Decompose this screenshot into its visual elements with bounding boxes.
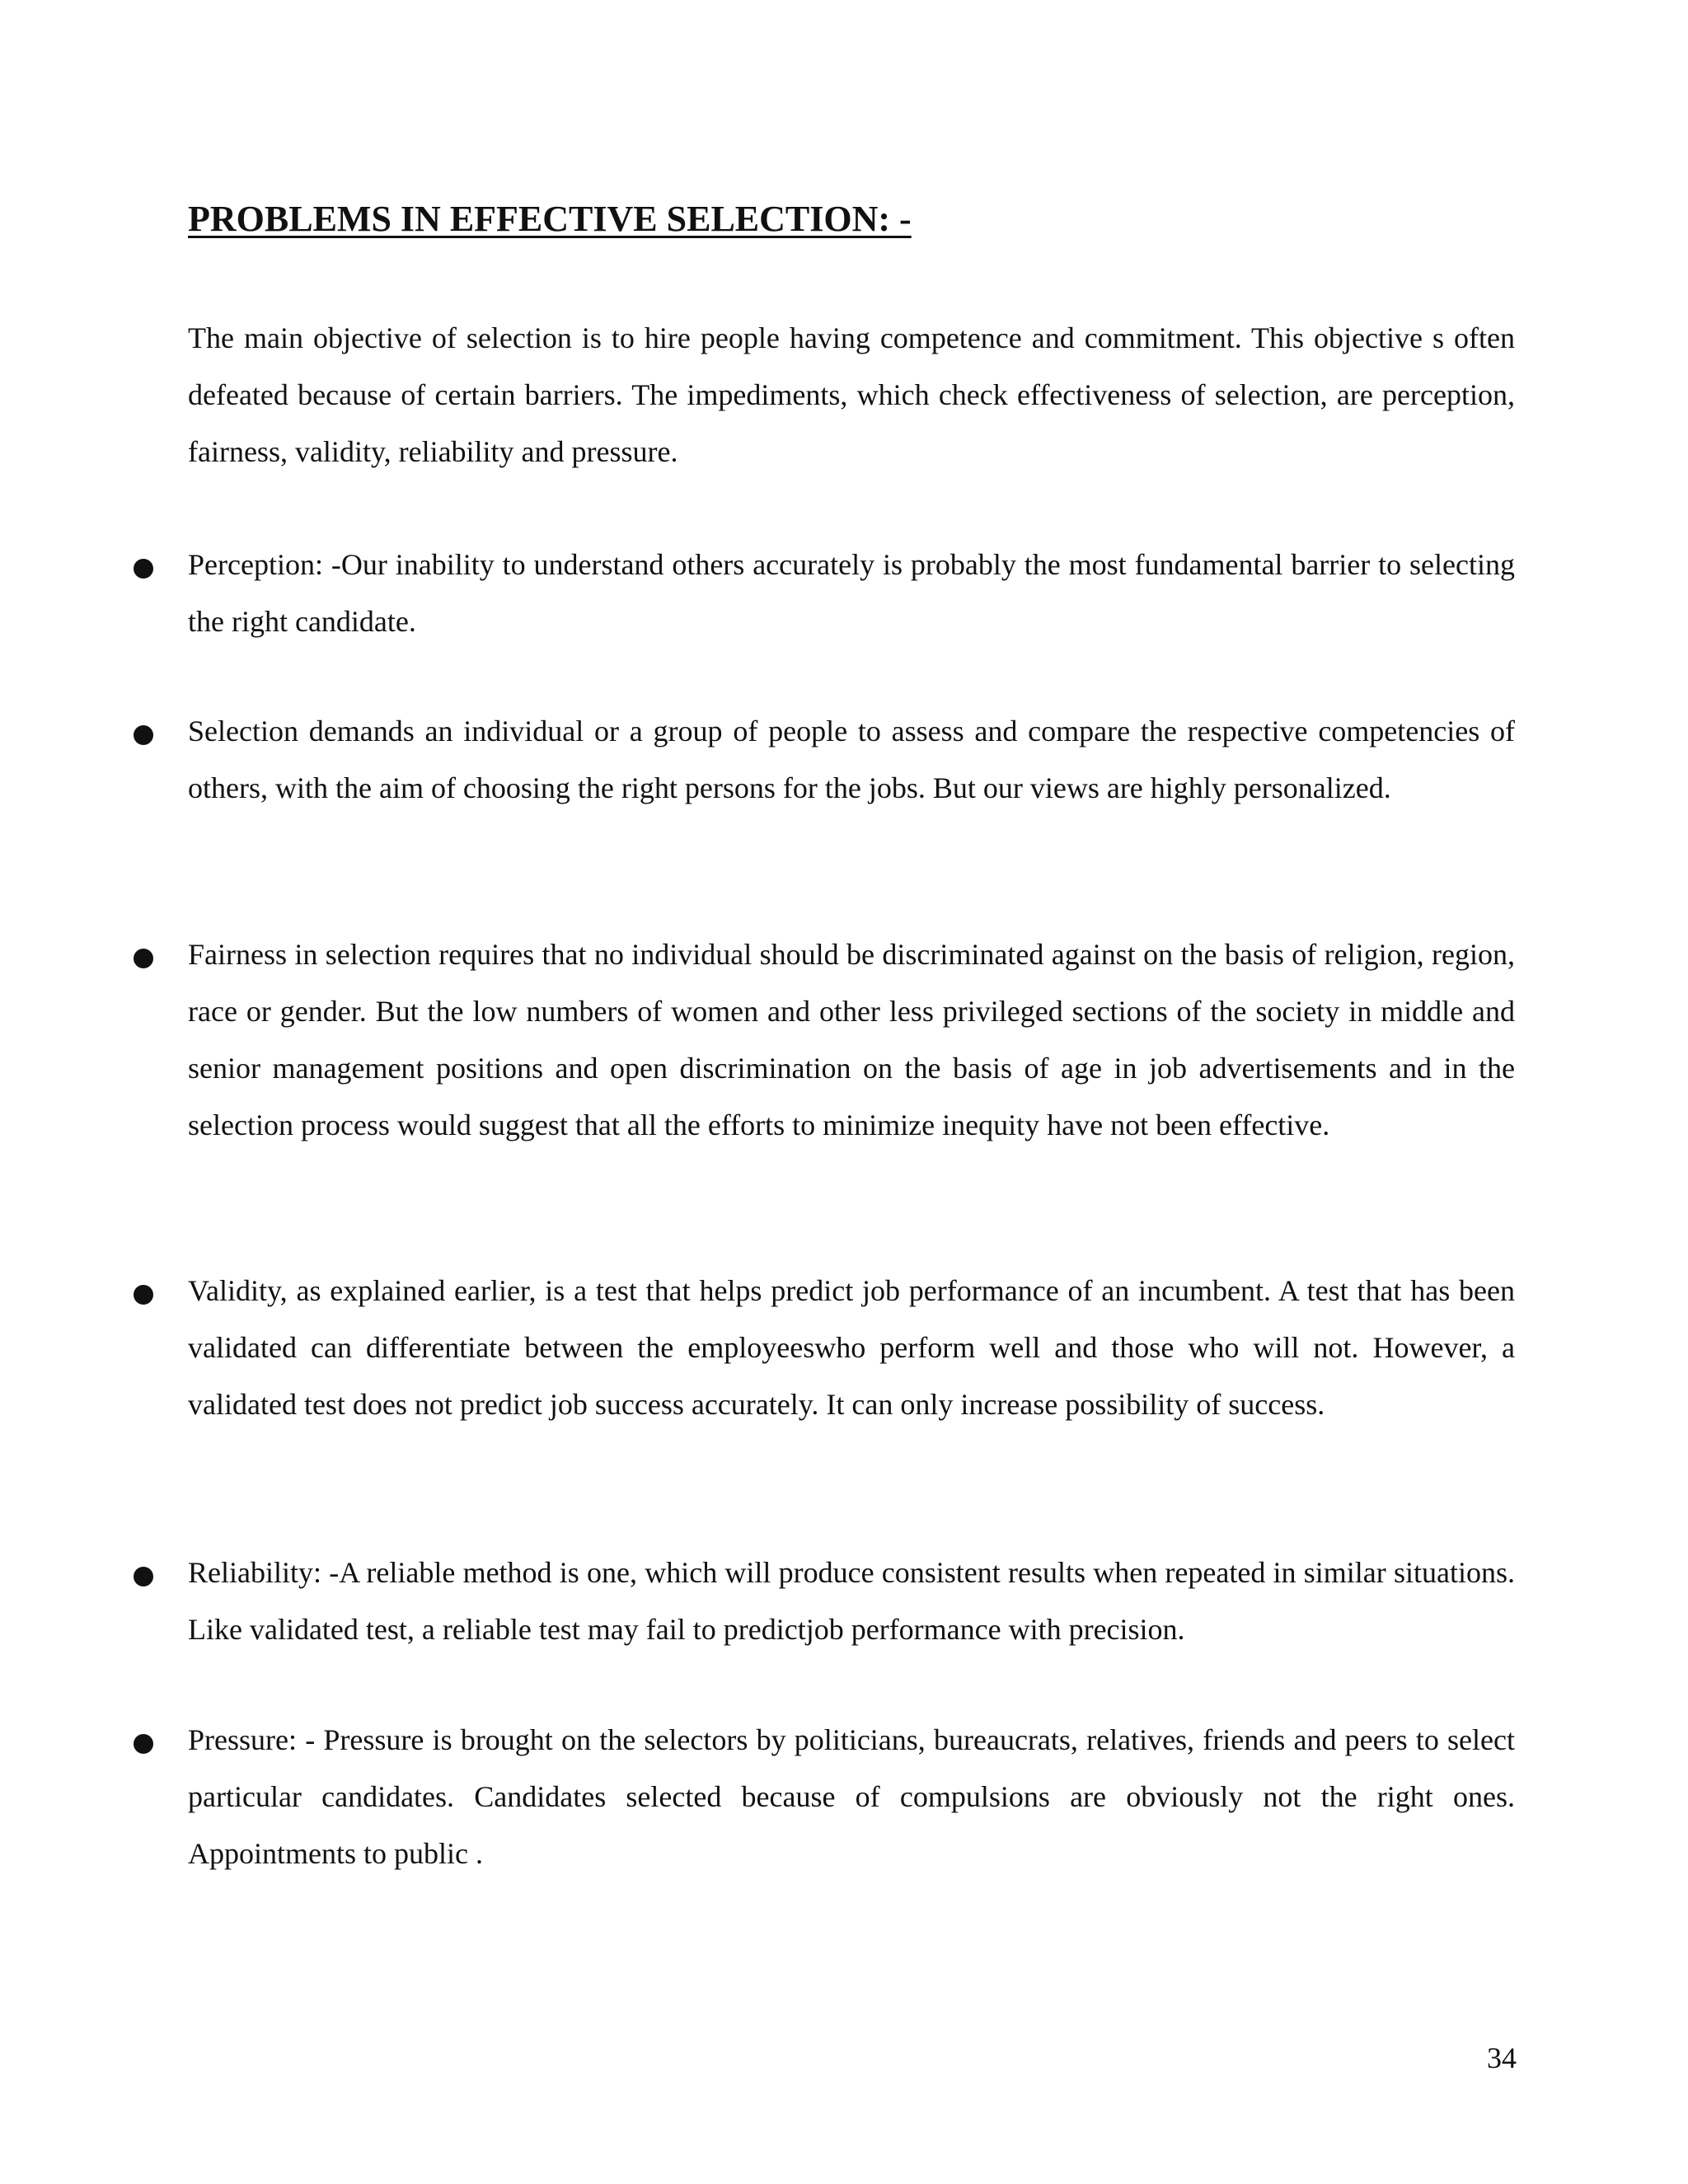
list-item-text: Perception: -Our inability to understand others accurately is probably the most fundamental barrier to selecting the right candidate.	[188, 548, 1515, 638]
bullet-icon	[134, 1285, 153, 1305]
bullet-icon	[134, 1734, 153, 1754]
bullet-icon	[134, 1567, 153, 1586]
list-item-text: Selection demands an individual or a group of people to assess and compare the respective competencies of others, with the aim of choosing the right persons for the jobs. But our views are highly personalized.	[188, 715, 1515, 804]
list-item-text: Pressure: - Pressure is brought on the selectors by politicians, bureaucrats, relatives, friends and peers to select particular candidates. Candidates selected because of compulsions are obviously not the right ones. Appointments to public .	[188, 1723, 1515, 1870]
list-item-text: Reliability: -A reliable method is one, which will produce consistent results when repeated in similar situations. Like validated test, a reliable test may fail to predictjob performance with precision.	[188, 1556, 1515, 1646]
list-item-text: Validity, as explained earlier, is a test that helps predict job performance of an incumbent. A test that has been validated can differentiate between the employeeswho perform well and those who will not. However, a validated test does not predict job success accurately. It can only increase possibility of success.	[188, 1274, 1515, 1421]
intro-paragraph: The main objective of selection is to hire people having competence and commitment. This objective s often defeated because of certain barriers. The impediments, which check effectiveness of selection, are perception, fairness, validity, reliability and pressure.	[188, 321, 1515, 468]
list-item-text: Fairness in selection requires that no individual should be discriminated against on the basis of religion, region, race or gender. But the low numbers of women and other less privileged sections of the society in middle and senior management positions and open discrimination on the basis of age in job advertisements and in the selection process would suggest that all the efforts to minimize inequity have not been effective.	[188, 938, 1515, 1141]
bullet-icon	[134, 949, 153, 968]
bullet-icon	[134, 725, 153, 745]
page-heading: PROBLEMS IN EFFECTIVE SELECTION: -	[188, 199, 912, 239]
page-number: 34	[1487, 2041, 1517, 2074]
bullet-icon	[134, 559, 153, 579]
